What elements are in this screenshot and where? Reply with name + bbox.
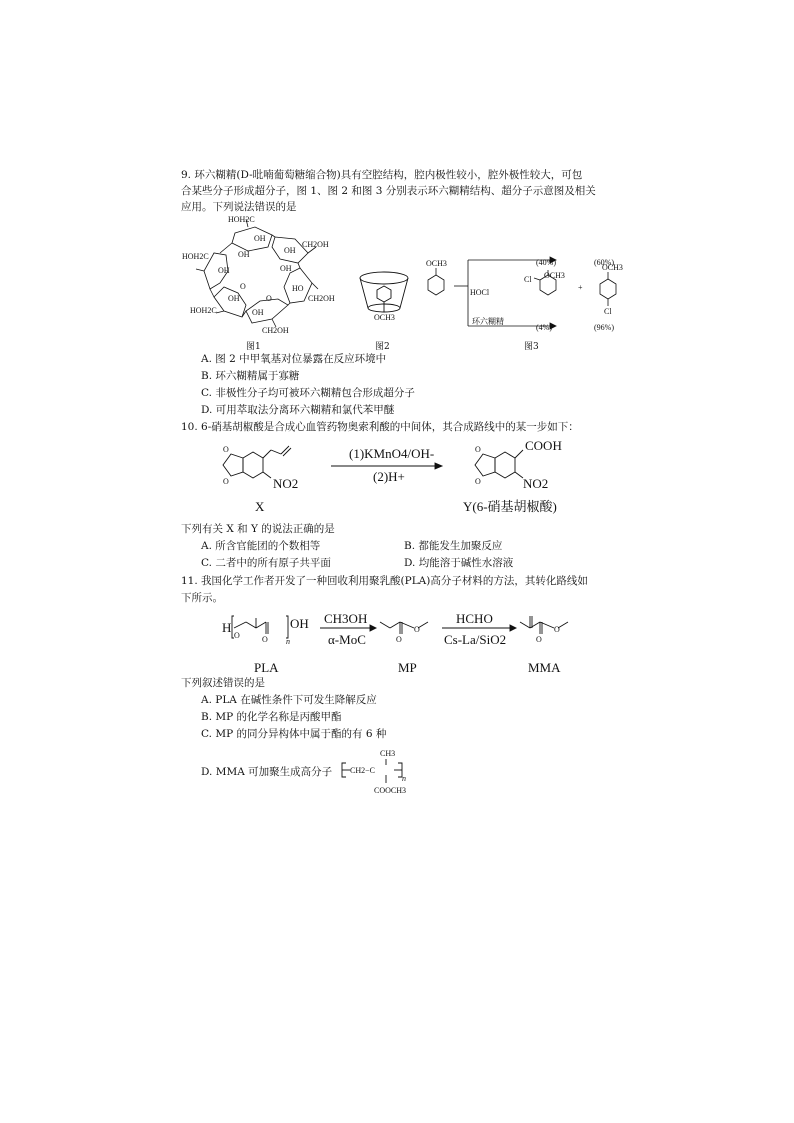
q9-option-c[interactable]: C. 非极性分子均可被环六糊精包合形成超分子: [201, 387, 415, 399]
svg-text:OH: OH: [238, 250, 250, 259]
svg-text:O: O: [554, 625, 560, 634]
ortho-yield-top: (40%): [536, 258, 556, 267]
svg-text:OH: OH: [228, 294, 240, 303]
svg-text:HO: HO: [292, 284, 304, 293]
figure1-caption: 图1: [246, 342, 261, 352]
svg-text:COOCH3: COOCH3: [374, 786, 407, 795]
svg-text:OH: OH: [284, 246, 296, 255]
q10-option-c[interactable]: C. 二者中的所有原子共平面: [201, 557, 331, 569]
q10-stem: 10. 6-硝基胡椒酸是合成心血管药物奥索利酸的中间体，其合成路线中的某一步如下：: [181, 421, 579, 433]
ortho-yield-bottom: (4%): [536, 323, 552, 332]
label-hoh2c-bottom: HOH2C: [190, 306, 217, 315]
label-ch2oh-top: CH2OH: [302, 240, 329, 249]
cs-la-catalyst: Cs-La/SiO2: [444, 632, 507, 647]
svg-text:O: O: [536, 635, 542, 644]
svg-text:H: H: [222, 620, 232, 635]
svg-text:O: O: [223, 477, 229, 486]
label-hoh2c-top: HOH2C: [228, 215, 255, 224]
inclusion-complex-figure: [354, 268, 414, 328]
svg-text:CH3: CH3: [380, 749, 396, 758]
svg-text:n: n: [402, 774, 406, 783]
fig2-och3-label: OCH3: [374, 313, 395, 322]
label-hoh2c-left: HOH2C: [182, 252, 209, 261]
q10-option-a[interactable]: A. 所含官能团的个数相等: [201, 540, 321, 552]
svg-text:CH2−C: CH2−C: [350, 766, 375, 775]
label-ch2oh-right: CH2OH: [308, 294, 335, 303]
figure3-caption: 图3: [524, 342, 539, 352]
q9-stem-line3: 应用。下列说法错误的是: [181, 201, 297, 213]
kmno4-reagent: (1)KMnO4/OH-: [349, 446, 435, 461]
q11-stem-line1: 11. 我国化学工作者开发了一种回收利用聚乳酸(PLA)高分子材料的方法，其转化路线如: [181, 575, 588, 587]
svg-text:O: O: [262, 635, 268, 644]
svg-text:O: O: [414, 625, 420, 634]
compound-x-label: X: [255, 499, 265, 514]
svg-text:Cl: Cl: [604, 307, 612, 316]
q11-option-a[interactable]: A. PLA 在碱性条件下可发生降解反应: [201, 694, 377, 706]
q9-stem-line2: 合某些分子形成超分子，图 1、图 2 和图 3 分别表示环六糊精结构、超分子示意图及相关: [181, 185, 596, 197]
svg-text:O: O: [223, 445, 229, 454]
q9-option-b[interactable]: B. 环六糊精属于寡糖: [201, 370, 300, 382]
svg-text:OH: OH: [218, 266, 230, 275]
q11-option-d[interactable]: D. MMA 可加聚生成高分子: [201, 766, 333, 778]
para-yield-top: (60%): [594, 258, 614, 267]
cyclodextrin-structure-figure: [180, 213, 350, 338]
svg-text:COOH: COOH: [525, 438, 562, 453]
hocl-label: HOCl: [470, 288, 490, 297]
svg-text:Cl: Cl: [524, 275, 532, 284]
svg-text:NO2: NO2: [523, 476, 549, 491]
mma-label: MMA: [528, 660, 561, 675]
pla-label: PLA: [254, 660, 279, 675]
q9-stem-line1: 9. 环六糊精(D-吡喃葡萄糖缩合物)具有空腔结构，腔内极性较小，腔外极性较大，可包: [181, 169, 583, 181]
q10-option-d[interactable]: D. 均能溶于碱性水溶液: [404, 557, 514, 569]
svg-text:O: O: [475, 445, 481, 454]
svg-text:O: O: [266, 294, 272, 303]
label-ch2oh-bottom: CH2OH: [262, 326, 289, 335]
acid-reagent: (2)H+: [373, 469, 405, 484]
svg-text:OCH3: OCH3: [426, 259, 447, 268]
svg-text:OH: OH: [254, 234, 266, 243]
q10-option-b[interactable]: B. 都能发生加聚反应: [404, 540, 503, 552]
q11-option-b[interactable]: B. MP 的化学名称是丙酸甲酯: [201, 711, 342, 723]
svg-text:O: O: [240, 282, 246, 291]
svg-text:n: n: [286, 637, 290, 646]
svg-text:OH: OH: [290, 616, 309, 631]
methanol-reagent: CH3OH: [324, 611, 368, 626]
compound-y-label: Y(6-硝基胡椒酸): [463, 499, 557, 514]
hcho-reagent: HCHO: [456, 611, 493, 626]
mp-label: MP: [398, 660, 417, 675]
svg-text:OH: OH: [252, 308, 264, 317]
svg-text:O: O: [396, 635, 402, 644]
q11-reaction-scheme: [220, 608, 600, 678]
para-yield-bottom: (96%): [594, 323, 614, 332]
figure2-caption: 图2: [375, 342, 390, 352]
svg-text:O: O: [234, 631, 240, 640]
chlorination-scheme-figure: [410, 240, 640, 340]
pmma-polymer-structure: [340, 745, 440, 803]
q11-option-c[interactable]: C. MP 的同分异构体中属于酯的有 6 种: [201, 728, 387, 740]
q11-stem-line2: 下所示。: [181, 592, 223, 604]
q9-option-d[interactable]: D. 可用萃取法分离环六糊精和氯代苯甲醚: [201, 404, 395, 416]
q11-question: 下列叙述错误的是: [181, 677, 265, 689]
svg-text:OCH3: OCH3: [544, 271, 565, 280]
svg-text:OCH3: OCH3: [602, 263, 623, 272]
svg-text:O: O: [475, 477, 481, 486]
svg-text:OH: OH: [280, 264, 292, 273]
svg-text:NO2: NO2: [273, 476, 299, 491]
q10-question: 下列有关 X 和 Y 的说法正确的是: [181, 523, 335, 535]
q10-reaction-scheme: [205, 436, 605, 518]
svg-text:+: +: [578, 283, 583, 292]
moc-catalyst: α-MoC: [328, 632, 366, 647]
q9-option-a[interactable]: A. 图 2 中甲氧基对位暴露在反应环境中: [201, 353, 387, 365]
cyclodextrin-label: 环六糊精: [472, 317, 504, 326]
